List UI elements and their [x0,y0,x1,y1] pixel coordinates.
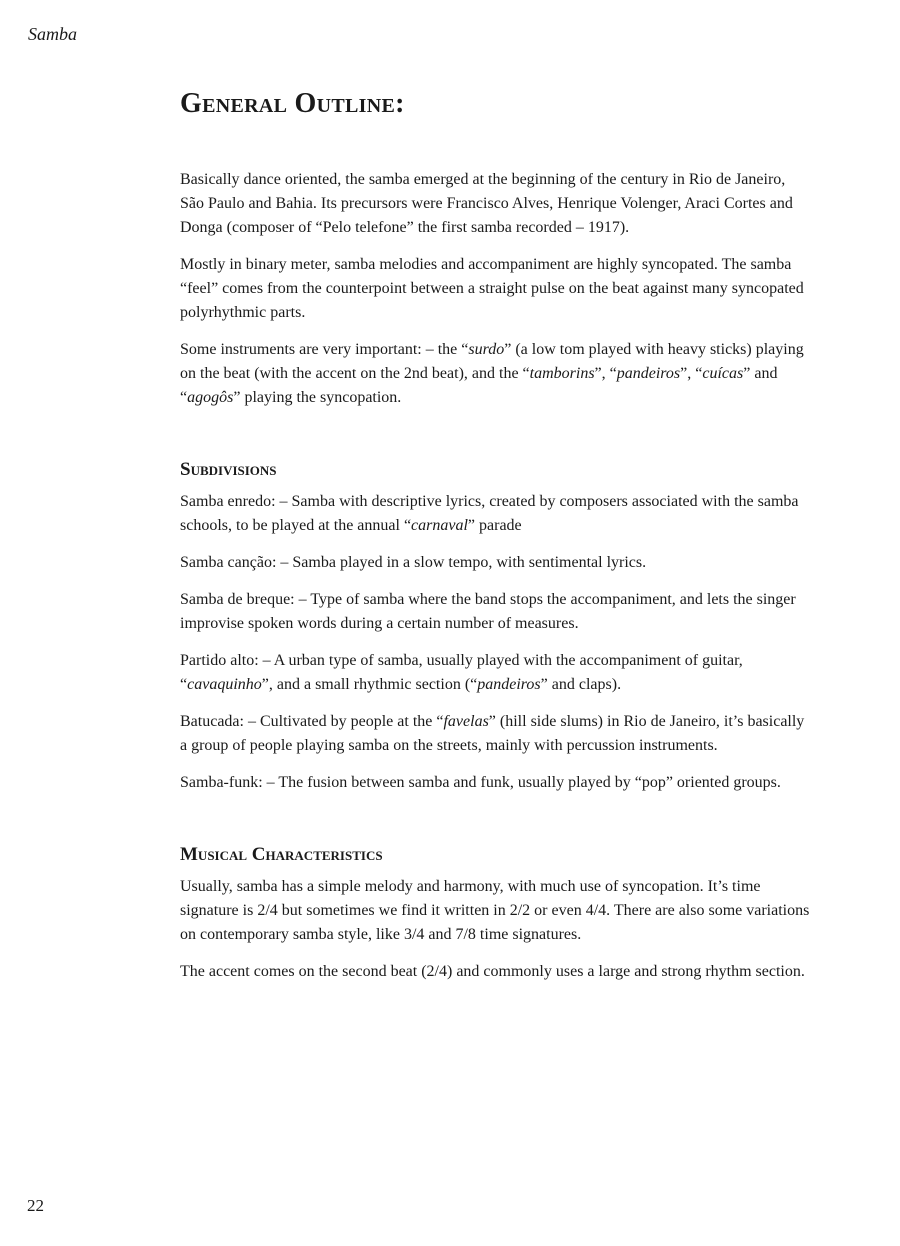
running-head: Samba [28,24,77,44]
page-title: General Outline: [180,88,405,119]
subdivisions-heading: Subdivisions [180,459,277,480]
samba-enredo-paragraph: Samba enredo: – Samba with descriptive lyrics, created by composers associated with the samba schools, to be played at the annual “carnaval” parade [180,493,799,534]
musical-paragraph-2: The accent comes on the second beat (2/4) and commonly uses a large and strong rhythm section. [180,963,805,980]
batucada-paragraph: Batucada: – Cultivated by people at the “favelas” (hill side slums) in Rio de Janeiro, it’s basically a group of people playing samba on the streets, mainly with percussion instruments. [180,713,805,754]
musical-paragraph-1: Usually, samba has a simple melody and harmony, with much use of syncopation. It’s time signature is 2/4 but sometimes we find it written in 2/2 or even 4/4. There are also some variations on contemporary samba style, like 3/4 and 7/8 time signatures. [180,878,810,943]
intro-paragraph-1: Basically dance oriented, the samba emerged at the beginning of the century in Rio de Janeiro, São Paulo and Bahia. Its precursors were Francisco Alves, Henrique Volenger, Araci Cortes and Donga (composer of “Pelo telefone” the first samba recorded – 1917). [180,171,793,236]
samba-de-breque-paragraph: Samba de breque: – Type of samba where the band stops the accompaniment, and lets the singer improvise spoken words during a certain number of measures. [180,591,796,632]
samba-cancao-paragraph: Samba canção: – Samba played in a slow tempo, with sentimental lyrics. [180,554,647,571]
page-number: 22 [27,1196,44,1215]
partido-alto-paragraph: Partido alto: – A urban type of samba, usually played with the accompaniment of guitar, “cavaquinho”, and a small rhythmic section (“pandeiros” and claps). [180,652,743,693]
instruments-paragraph: Some instruments are very important: – the “surdo” (a low tom played with heavy sticks) playing on the beat (with the accent on the 2nd beat), and the “tamborins”, “pandeiros”, “cuícas” and “agogôs” playing the syncopation. [180,341,804,406]
samba-funk-paragraph: Samba-funk: – The fusion between samba and funk, usually played by “pop” oriented groups. [180,774,781,791]
intro-paragraph-2: Mostly in binary meter, samba melodies and accompaniment are highly syncopated. The samba “feel” comes from the counterpoint between a straight pulse on the beat against many syncopated polyrhythmic parts. [180,256,804,321]
page-content [180,84,812,984]
musical-characteristics-heading: Musical Characteristics [180,844,383,865]
